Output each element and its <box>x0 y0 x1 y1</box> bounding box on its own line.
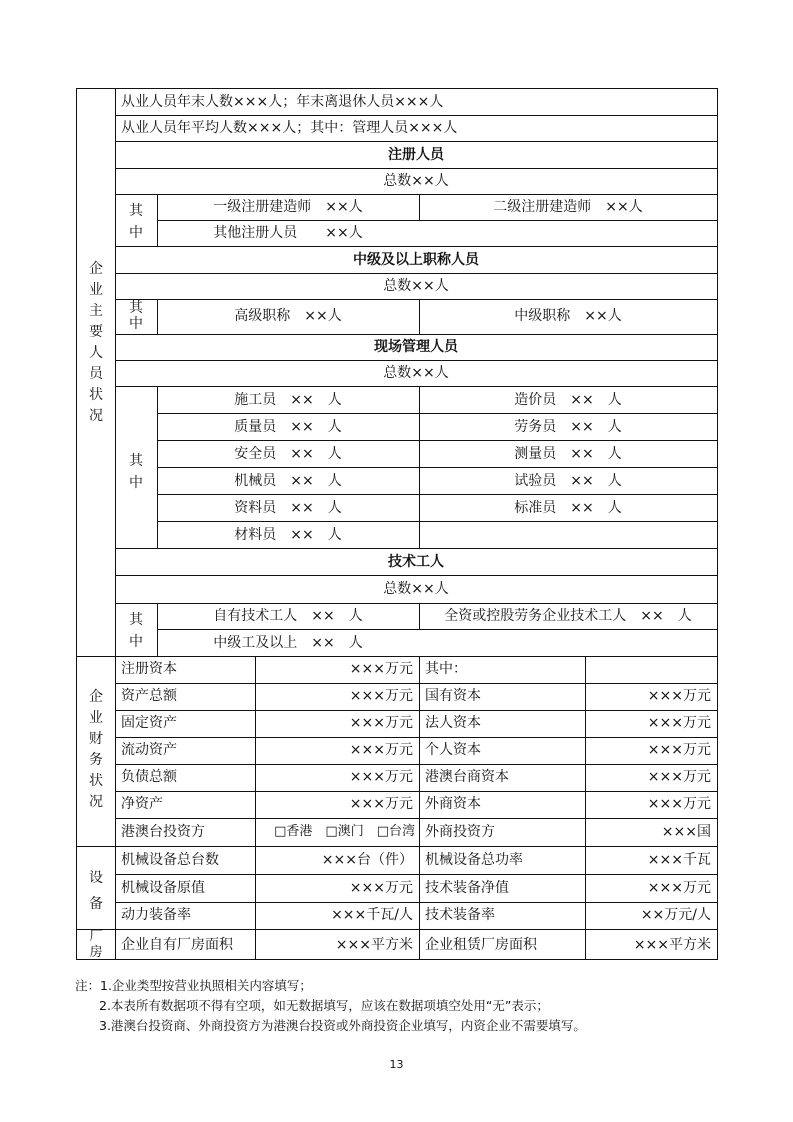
staff-line-1: 从业人员年末人数×××人；年末离退休人员×××人 <box>121 94 444 110</box>
site-right-2: 测量员 ×× 人 <box>514 446 622 462</box>
info-table <box>76 88 718 960</box>
finance-rvalue-2: ×××万元 <box>647 715 711 731</box>
equipment-value-2: ×××千瓦/人 <box>331 907 413 923</box>
finance-rvalue-6: ×××国 <box>661 824 711 840</box>
equipment-value-1: ×××万元 <box>349 880 413 896</box>
plant-own-label: 企业自有厂房面积 <box>121 937 233 953</box>
registered-other: 其他注册人员 ××人 <box>213 225 363 241</box>
note-3: 3.港澳台投资商、外商投资方为港澳台投资或外商投资企业填写，内资企业不需要填写。 <box>99 1018 586 1033</box>
staff-line-2: 从业人员年平均人数×××人；其中：管理人员×××人 <box>121 120 458 136</box>
finance-value-2: ×××万元 <box>349 715 413 731</box>
site-left-5: 材料员 ×× 人 <box>234 527 342 543</box>
registered-second-class: 二级注册建造师 ××人 <box>493 199 643 215</box>
finance-value-1: ×××万元 <box>349 688 413 704</box>
finance-value-0: ×××万元 <box>349 661 413 677</box>
finance-label-6: 港澳台投资方 <box>121 824 205 840</box>
equipment-label-1: 机械设备原值 <box>121 880 205 896</box>
site-total: 总数××人 <box>383 365 449 381</box>
site-right-0: 造价员 ×× 人 <box>514 392 622 408</box>
finance-label-2: 固定资产 <box>121 715 177 731</box>
finance-label-5: 净资产 <box>121 796 163 812</box>
registered-qizhong: 其中 <box>129 203 143 241</box>
finance-rlabel-0: 其中： <box>425 661 467 677</box>
registered-title: 注册人员 <box>388 147 444 163</box>
equipment-rlabel-0: 机械设备总功率 <box>425 852 523 868</box>
finance-value-5: ×××万元 <box>349 796 413 812</box>
equipment-label-0: 机械设备总台数 <box>121 852 219 868</box>
site-left-4: 资料员 ×× 人 <box>234 500 342 516</box>
site-left-1: 质量员 ×× 人 <box>234 419 342 435</box>
titled-total: 总数××人 <box>383 278 449 294</box>
finance-rlabel-1: 国有资本 <box>425 688 481 704</box>
titled-qizhong: 其中 <box>129 300 143 332</box>
titled-senior: 高级职称 ××人 <box>234 308 342 324</box>
titled-title: 中级及以上职称人员 <box>353 252 479 268</box>
equipment-section-label: 设备 <box>89 870 103 912</box>
finance-value-3: ×××万元 <box>349 742 413 758</box>
workers-total: 总数××人 <box>383 581 449 597</box>
finance-rlabel-5: 外商资本 <box>425 796 481 812</box>
finance-rlabel-2: 法人资本 <box>425 715 481 731</box>
site-right-1: 劳务员 ×× 人 <box>514 419 622 435</box>
equipment-label-2: 动力装备率 <box>121 907 191 923</box>
finance-rlabel-4: 港澳台商资本 <box>425 769 509 785</box>
plant-own-value: ×××平方米 <box>335 937 413 953</box>
investor-region-checkboxes[interactable]: □香港 □澳门 □台湾 <box>274 824 415 839</box>
site-right-4: 标准员 ×× 人 <box>514 500 622 516</box>
finance-rvalue-5: ×××万元 <box>647 796 711 812</box>
site-title: 现场管理人员 <box>374 339 458 355</box>
workers-title: 技术工人 <box>388 554 444 570</box>
registered-first-class: 一级注册建造师 ××人 <box>213 199 363 215</box>
equipment-rlabel-1: 技术装备净值 <box>425 880 509 896</box>
finance-rlabel-3: 个人资本 <box>425 742 481 758</box>
staff-section-label: 企业主要人员状况 <box>89 261 103 424</box>
registered-total: 总数××人 <box>383 173 449 189</box>
workers-holding: 全资或控股劳务企业技术工人 ×× 人 <box>444 608 692 624</box>
finance-section-label: 企业财务状况 <box>89 689 103 810</box>
equipment-rvalue-0: ×××千瓦 <box>647 852 711 868</box>
finance-label-4: 负债总额 <box>121 769 177 785</box>
site-left-3: 机械员 ×× 人 <box>234 473 342 489</box>
finance-label-0: 注册资本 <box>121 661 177 677</box>
finance-rvalue-3: ×××万元 <box>647 742 711 758</box>
notes <box>75 976 586 1036</box>
site-left-0: 施工员 ×× 人 <box>234 392 342 408</box>
site-right-3: 试验员 ×× 人 <box>514 473 622 489</box>
note-1: 注：1.企业类型按营业执照相关内容填写； <box>75 978 312 993</box>
site-left-2: 安全员 ×× 人 <box>234 446 342 462</box>
equipment-rvalue-1: ×××万元 <box>647 880 711 896</box>
equipment-rlabel-2: 技术装备率 <box>425 907 495 923</box>
finance-label-1: 资产总额 <box>121 688 177 704</box>
page-number: 13 <box>389 1058 404 1071</box>
equipment-rvalue-2: ××万元/人 <box>640 907 711 923</box>
note-2: 2.本表所有数据项不得有空项，如无数据填写，应该在数据项填空处用“无”表示； <box>99 998 549 1013</box>
finance-rvalue-4: ×××万元 <box>647 769 711 785</box>
plant-rent-value: ×××平方米 <box>633 937 711 953</box>
plant-rent-label: 企业租赁厂房面积 <box>425 937 537 953</box>
plant-section-label: 厂房 <box>89 929 103 960</box>
workers-middle-up: 中级工及以上 ×× 人 <box>213 635 363 651</box>
finance-rvalue-1: ×××万元 <box>647 688 711 704</box>
titled-middle: 中级职称 ××人 <box>514 308 622 324</box>
finance-value-4: ×××万元 <box>349 769 413 785</box>
workers-qizhong: 其中 <box>129 612 143 650</box>
workers-own: 自有技术工人 ×× 人 <box>213 608 363 624</box>
finance-rlabel-6: 外商投资方 <box>425 824 495 840</box>
finance-label-3: 流动资产 <box>121 742 177 758</box>
equipment-value-0: ×××台（件） <box>321 852 413 868</box>
site-qizhong: 其中 <box>129 453 143 491</box>
